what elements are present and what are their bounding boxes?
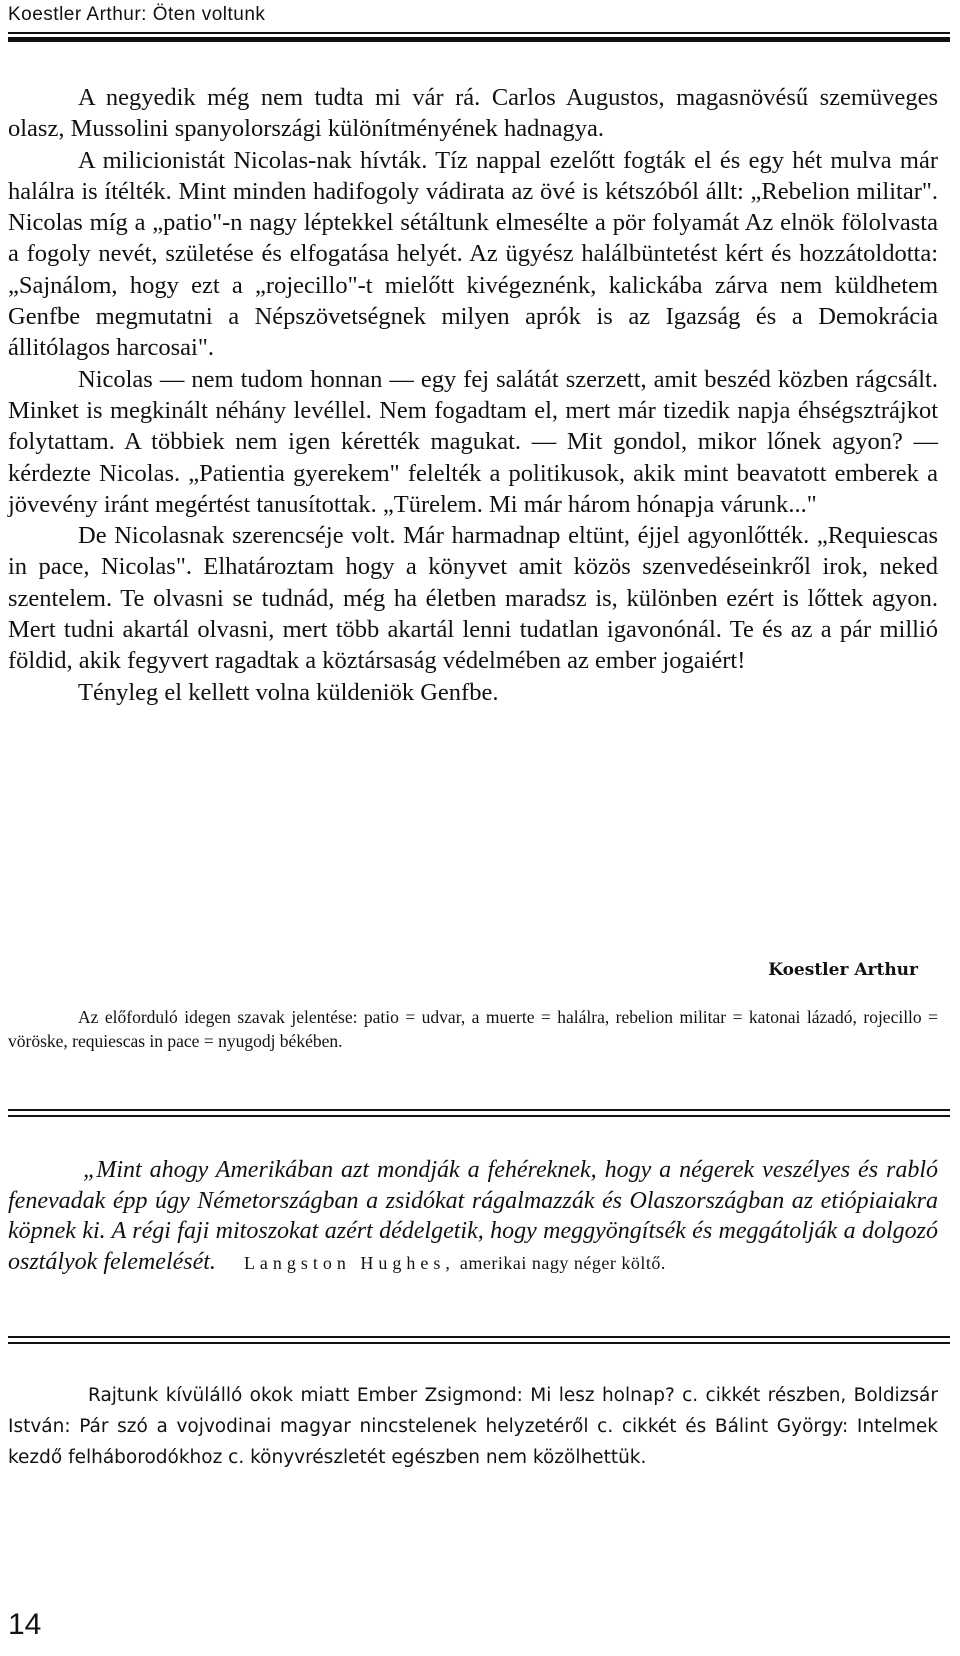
quote-block — [8, 1155, 938, 1278]
quote-author-name: Langston Hughes, — [243, 1252, 455, 1273]
quote-author — [244, 1253, 666, 1273]
section-rule — [8, 1109, 950, 1111]
quote-text: „Mint ahogy Amerikában azt mondják a fehéreknek, hogy a négerek veszélyes és rabló fenevadak épp úgy Németországban a zsidókat rágalmazzák és Olaszországban az etiópiaiakra köpnek ki. A régi faji mitoszokat azért dédelgetik, hogy meggyöngítsék és meggátolják a dolgozó osztályok felemelését. — [8, 1157, 938, 1275]
section-rule — [8, 1336, 950, 1338]
body-paragraph: Nicolas — nem tudom honnan — egy fej salátát szerzett, amit beszéd közben rágcsált. Minket is megkinált néhány levéllel. Nem fogadtam el, mert már tizedik napja éhségsztrájkot folytattam. A többiek nem igen kérették magukat. — Mit gondol, mikor lőnek agyon? — kérdezte Nicolas. „Patientia gyerekem" felelték a politikusok, akik mint beavatott emberek a jövevény iránt megértést tanusítottak. „Türelem. Mi már három hónapja várunk..." — [8, 365, 938, 518]
quote-author-description: amerikai nagy néger költő. — [459, 1252, 666, 1273]
section-rule — [8, 1342, 950, 1344]
header-rule-thin — [8, 32, 950, 34]
quote-paragraph — [8, 1155, 938, 1278]
body-paragraph: Tényleg el kellett volna küldeniök Genfbe. — [78, 678, 499, 706]
notice-text: Rajtunk kívülálló okok miatt Ember Zsigmond: Mi lesz holnap? c. cikkét részben, Boldizsár István: Pár szó a vojvodinai magyar nincstelenek helyzetéről c. cikkét és Bálint György: Intelmek kezdő felháborodókhoz c. könyvrészletét egészben nem közölhettük. — [8, 1385, 938, 1468]
section-rule — [8, 1115, 950, 1117]
body-paragraph: A negyedik még nem tudta mi vár rá. Carlos Augustos, magasnövésű szemüveges olasz, Mussolini spanyolországi különítményének hadnagya. — [8, 84, 938, 143]
article-body — [8, 82, 938, 708]
running-head-title: Koestler Arthur: Öten voltunk — [8, 4, 266, 25]
header-rule-thick — [8, 37, 950, 42]
author-signature: Koestler Arthur — [768, 960, 918, 980]
body-paragraph: A milicionistát Nicolas-nak hívták. Tíz nappal ezelőtt fogták el és egy hét mulva már halálra is ítélték. Mint minden hadifogoly vádirata az övé is kétszóból állt: „Rebelion militar". Nicolas míg a „patio"-n nagy léptekkel sétáltunk elmesélte a pör folyamát Az elnök fölolvasta a fogoly nevét, születése és elfogatása helyét. Az ügyész halálbüntetést kért és hozzátoldotta: „Sajnálom, hogy ezt a „rojecillo"-t mielőtt kivégeznénk, kalickába zárva nem küldhetem Genfbe megmutatni a Népszövetségnek milyen aprók is az Igazság és a Demokrácia állitólagos harcosai". — [8, 146, 938, 362]
editorial-notice — [8, 1380, 938, 1473]
body-paragraph: De Nicolasnak szerencséje volt. Már harmadnap eltünt, éjjel agyonlőtték. „Requiescas in pace, Nicolas". Elhatároztam hogy a könyvet amit közös szenvedéseinkről irok, neked szentelem. Te olvasni se tudnád, még ha életben maradsz is, különben ezért is lőttek agyon. Mert tudni akartál olvasni, mert több akartál lenni tudatlan igavonónál. Te és az a pár millió földid, akik fegyvert ragadtak a köztársaság védelmében az ember jogaiért! — [8, 522, 938, 675]
glossary-text: Az előforduló idegen szavak jelentése: patio = udvar, a muerte = halálra, rebelion militar = katonai lázadó, rojecillo = vöröske, requiescas in pace = nyugodj békében. — [8, 1007, 938, 1051]
page-number: 14 — [8, 1608, 42, 1641]
glossary-note — [8, 1005, 938, 1053]
